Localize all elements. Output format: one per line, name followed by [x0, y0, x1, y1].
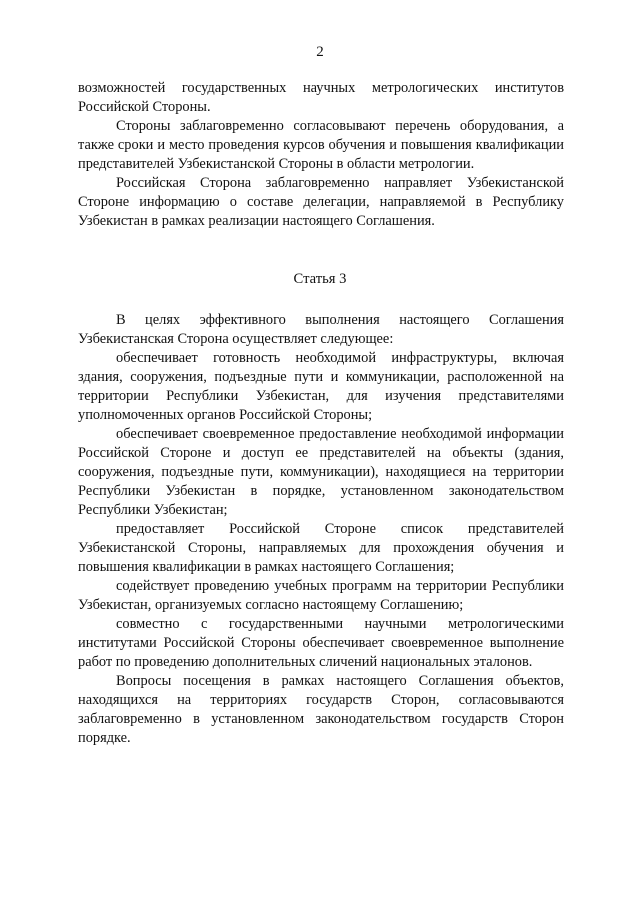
article-heading: Статья 3 — [293, 271, 347, 287]
paragraph: обеспечивает готовность необходимой инфраструктуры, включая здания, сооружения, подъездные пути и коммуникации, расположенной на территории Республики Узбекистан, для изучения представителями уполномоченных органов Российской Стороны; — [78, 350, 564, 423]
paragraph: совместно с государственными научными метрологическими институтами Российской Стороны обеспечивает своевременное выполнение работ по проведению дополнительных сличений национальных эталонов. — [78, 616, 564, 670]
paragraph: Российская Сторона заблаговременно направляет Узбекистанской Стороне информацию о составе делегации, направляемой в Республику Узбекистан в рамках реализации настоящего Соглашения. — [78, 175, 564, 229]
page-number: 2 — [316, 44, 324, 60]
paragraph: Стороны заблаговременно согласовывают перечень оборудования, а также сроки и место проведения курсов обучения и повышения квалификации представителей Узбекистанской Стороны в области метрологии. — [78, 118, 564, 172]
paragraph: В целях эффективного выполнения настоящего Соглашения Узбекистанская Сторона осуществляет следующее: — [78, 312, 564, 347]
paragraph: возможностей государственных научных метрологических институтов Российской Стороны. — [78, 80, 564, 115]
text-block-intro — [78, 79, 564, 231]
text-block-article-3 — [78, 311, 564, 748]
paragraph: Вопросы посещения в рамках настоящего Соглашения объектов, находящихся на территориях государств Сторон, согласовываются заблаговременно в установленном законодательством государств Сторон порядке. — [78, 673, 564, 746]
paragraph: предоставляет Российской Стороне список представителей Узбекистанской Стороны, направляемых для прохождения обучения и повышения квалификации в рамках настоящего Соглашения; — [78, 521, 564, 575]
paragraph: содействует проведению учебных программ на территории Республики Узбекистан, организуемых согласно настоящему Соглашению; — [78, 578, 564, 613]
paragraph: обеспечивает своевременное предоставление необходимой информации Российской Стороне и доступ ее представителей на объекты (здания, сооружения, подъездные пути, коммуникации), находящиеся на территории Республики Узбекистан в порядке, установленном законодательством Республики Узбекистан; — [78, 426, 564, 518]
